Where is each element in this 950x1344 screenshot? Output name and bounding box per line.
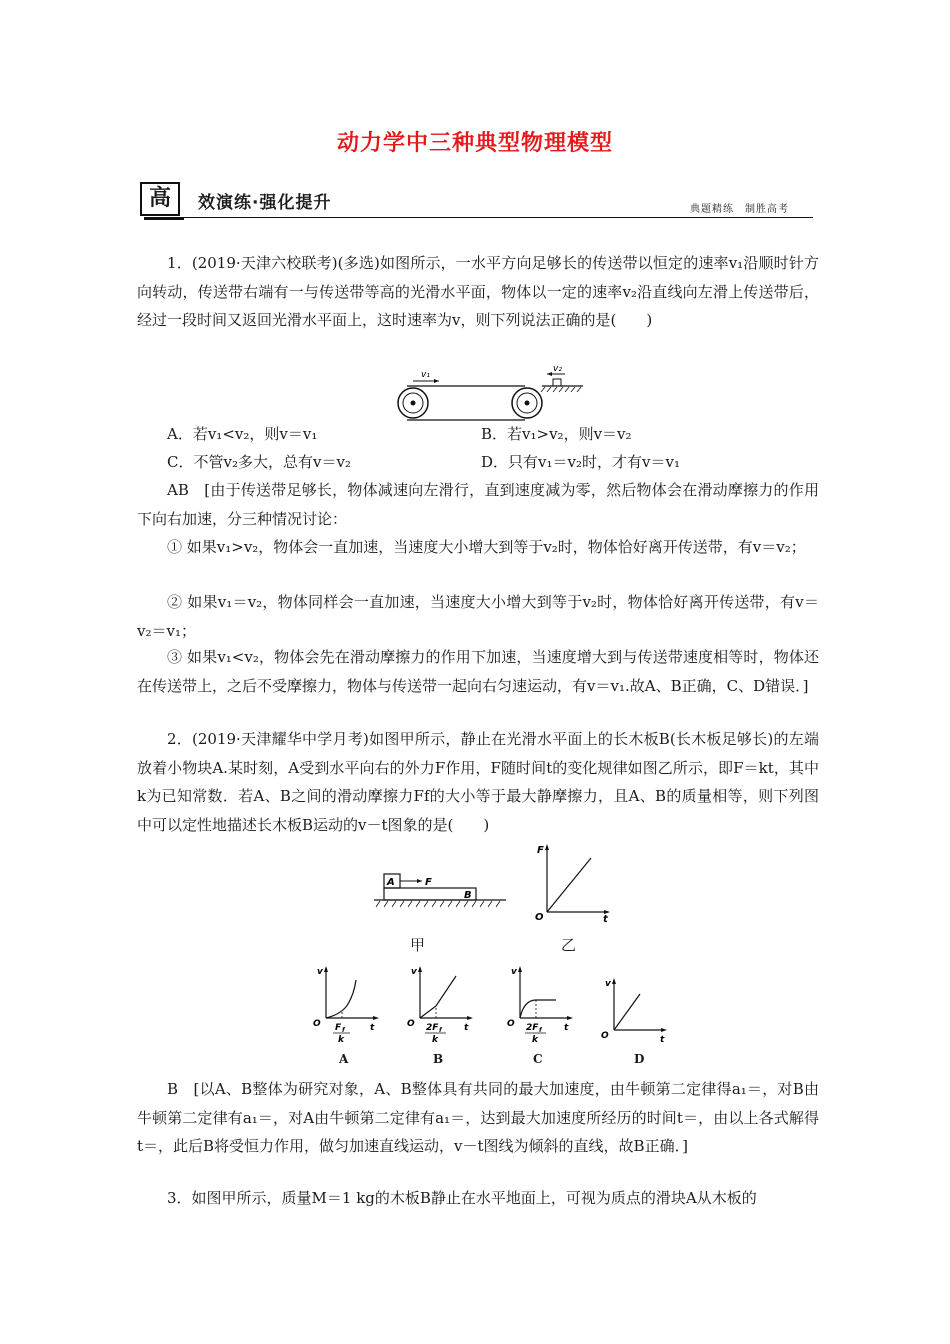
graph-d-y: v <box>605 979 611 989</box>
graph-b-letter: B <box>433 1052 444 1066</box>
q1-option-d: D．只有v₁＝v₂时，才有v＝v₁ <box>481 453 680 471</box>
force-f-label: F <box>425 877 432 888</box>
q1-stem: 1．(2019·天津六校联考)(多选)如图所示，一水平方向足够长的传送带以恒定的速率v₁沿顺时针方向转动，传送带右端有一与传送带等高的光滑水平面，物体以一定的速率v₂沿直线向左滑上传送带后，经过一段时间又返回光滑水平面上，这时速率为v，则下列说法正确的是( ) <box>137 254 819 329</box>
v2-label: v₂ <box>553 364 562 374</box>
fig-yi-origin: O <box>535 912 544 922</box>
graph-a-mark-sub: f <box>342 1027 345 1034</box>
v1-label: v₁ <box>421 370 430 380</box>
vt-graph-d <box>600 974 672 1044</box>
q1-option-c: C．不管v₂多大，总有v＝v₂ <box>167 453 351 471</box>
graph-c-y: v <box>511 967 517 977</box>
banner-tagline: 典题精练 制胜高考 <box>690 204 789 215</box>
graph-d-letter: D <box>634 1052 645 1066</box>
block-board-figure <box>372 860 508 912</box>
vt-graph-c <box>506 962 578 1044</box>
fig-jia-caption: 甲 <box>410 936 426 954</box>
graph-b-y: v <box>411 967 417 977</box>
vt-graph-a <box>312 962 384 1044</box>
graph-d-x: t <box>660 1035 665 1044</box>
q1-case-2: ② 如果v₁＝v₂，物体同样会一直加速，当速度大小增大到等于v₂时，物体恰好离开传送带，有v＝v₂＝v₁； <box>137 593 819 640</box>
q1-answer: AB [由于传送带足够长，物体减速向左滑行，直到速度减为零，然后物体会在滑动摩擦力的作用下向右加速，分三种情况讨论： <box>137 481 819 528</box>
conveyor-belt-figure <box>395 364 595 426</box>
graph-a-origin: O <box>313 1019 321 1029</box>
q1-case-3: ③ 如果v₁<v₂，物体会先在滑动摩擦力的作用下加速，当速度增大到与传送带速度相等时，物体还在传送带上，之后不受摩擦力，物体与传送带一起向右匀速运动，有v＝v₁.故A、B正确，C、D错误．] <box>137 648 819 695</box>
graph-a-x: t <box>370 1023 375 1033</box>
vt-graph-b <box>406 962 478 1044</box>
graph-a-y: v <box>317 967 323 977</box>
banner-heading: 效演练·强化提升 <box>198 193 332 213</box>
fig-yi-caption: 乙 <box>561 936 577 954</box>
q1-case-1: ① 如果v₁>v₂，物体会一直加速，当速度大小增大到等于v₂时，物体恰好离开传送带，有v＝v₂； <box>167 538 806 556</box>
graph-a-letter: A <box>339 1052 349 1066</box>
graph-c-x: t <box>564 1023 569 1033</box>
graph-d-origin: O <box>601 1031 609 1041</box>
banner-badge: 高 <box>140 182 180 216</box>
page-title: 动力学中三种典型物理模型 <box>336 131 613 156</box>
q2-stem: 2．(2019·天津耀华中学月考)如图甲所示，静止在光滑水平面上的长木板B(长木板足够长)的左端放着小物块A.某时刻，A受到水平向右的外力F作用，F随时间t的变化规律如图乙所示，即F＝kt，其中k为已知常数．若A、B之间的滑动摩擦力Ff的大小等于最大静摩擦力，且A、B的质量相等，则下列图中可以定性地描述长木板B运动的v－t图象的是( ) <box>137 730 819 834</box>
graph-c-mark-sub: f <box>539 1027 542 1034</box>
q2-answer: B [以A、B整体为研究对象，A、B整体具有共同的最大加速度，由牛顿第二定律得a₁＝，对B由牛顿第二定律有a₁＝，对A由牛顿第二定律有a₁＝，达到最大加速度所经历的时间t＝，由以上各式解得t＝，此后B将受恒力作用，做匀加速直线运动，v－t图线为倾斜的直线，故B正确．] <box>137 1080 819 1155</box>
fig-yi-x-label: t <box>603 914 608 922</box>
graph-b-x: t <box>464 1023 469 1033</box>
graph-c-mark-num: 2F <box>526 1023 539 1033</box>
section-banner <box>140 182 813 218</box>
graph-b-mark-num: 2F <box>426 1023 439 1033</box>
banner-rule <box>180 217 813 218</box>
q3-stem: 3．如图甲所示，质量M＝1 kg的木板B静止在水平地面上，可视为质点的滑块A从木板的 <box>167 1189 757 1207</box>
q1-option-a: A．若v₁<v₂，则v＝v₁ <box>167 425 318 443</box>
graph-c-letter: C <box>533 1052 543 1066</box>
q1-option-b: B．若v₁>v₂，则v＝v₂ <box>481 425 632 443</box>
fig-yi-y-label: F <box>537 845 544 856</box>
graph-a-mark-num: F <box>335 1023 342 1033</box>
graph-b-mark-den: k <box>432 1035 438 1044</box>
graph-b-mark-sub: f <box>439 1027 442 1034</box>
graph-c-origin: O <box>507 1019 515 1029</box>
f-t-graph <box>533 840 613 922</box>
board-b-label: B <box>464 890 472 901</box>
graph-a-mark-den: k <box>338 1035 344 1044</box>
graph-b-origin: O <box>407 1019 415 1029</box>
block-a-label: A <box>387 877 395 888</box>
graph-c-mark-den: k <box>532 1035 538 1044</box>
